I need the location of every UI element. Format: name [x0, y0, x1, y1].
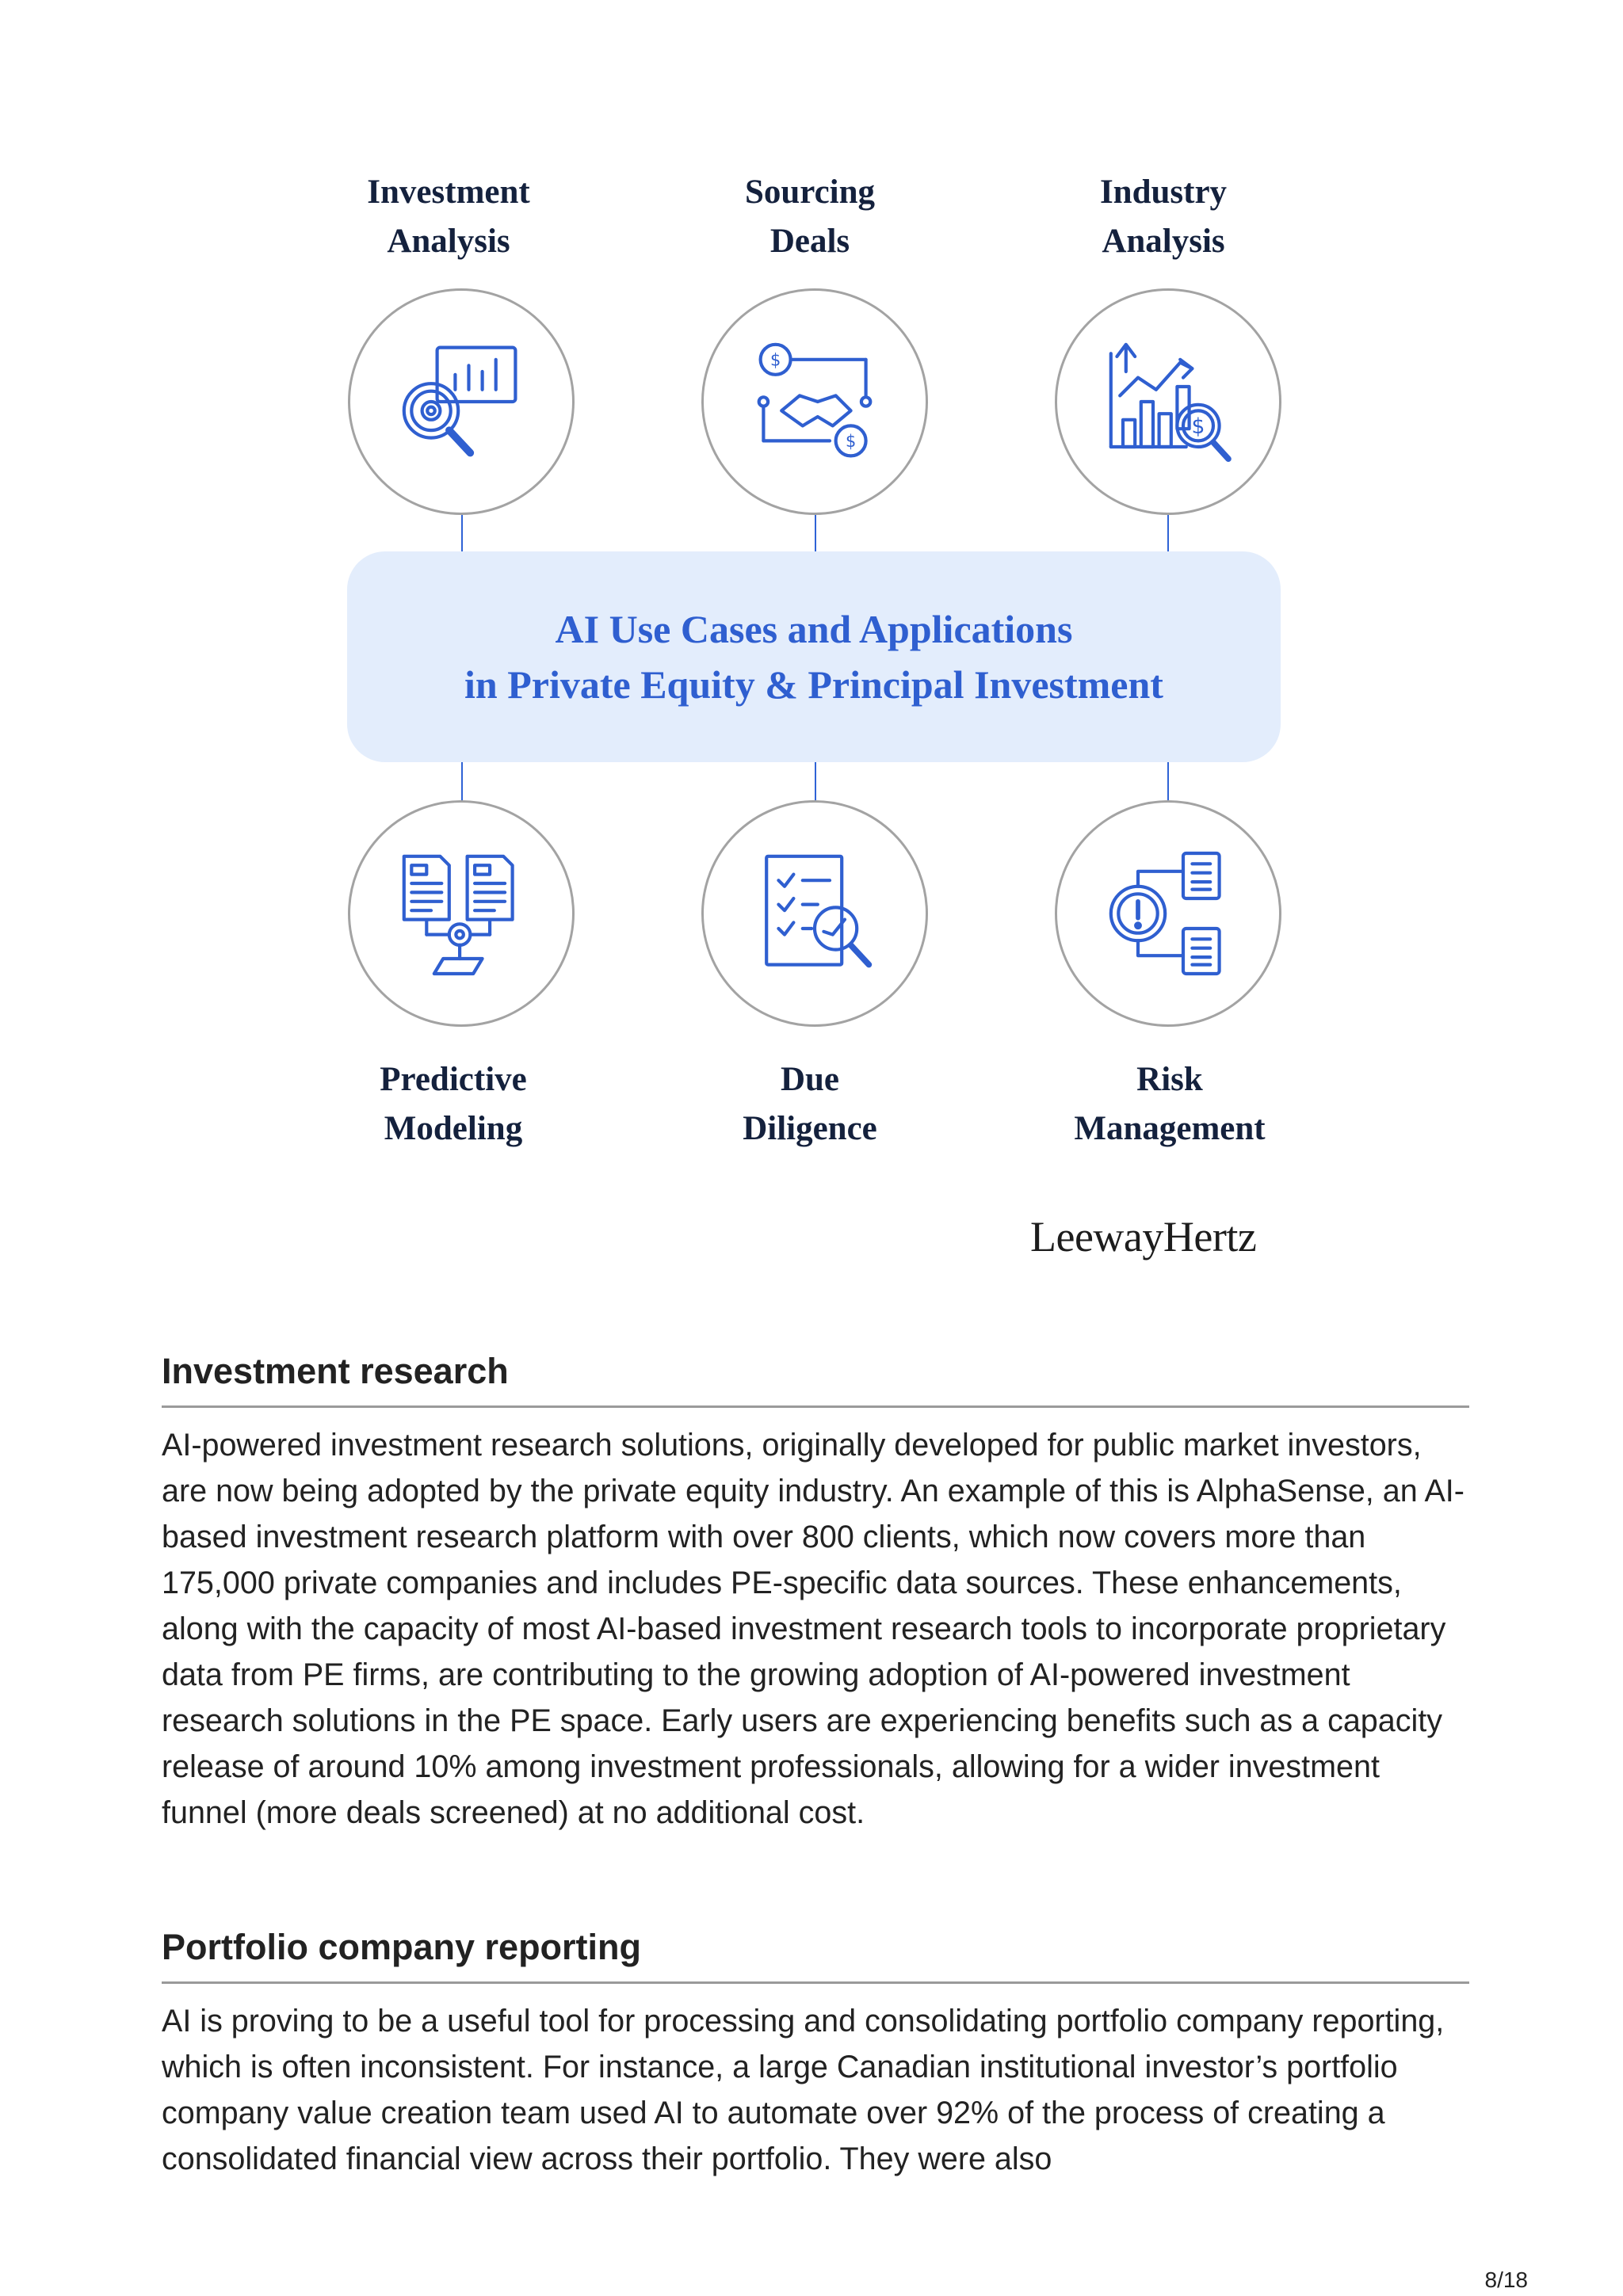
svg-text:$: $: [845, 432, 857, 451]
svg-text:$: $: [769, 350, 781, 370]
section-paragraph: AI-powered investment research solutions, originally developed for public market investors, are now being adopted by the private equity industry. An example of this is AlphaSense, an AI-based investment research platform with over 800 clients, which now covers more than 175,000 private companies and includes PE-specific data sources. These enhancements, along with the capacity of most AI-based investment research tools to incorporate proprietary data from PE firms, are contributing to the growing adoption of AI-powered investment research solutions in the PE space. Early users are experiencing benefits such as a capacity release of around 10% among investment professionals, allowing for a wider investment funnel (more deals screened) at no additional cost.: [162, 1428, 1465, 1830]
circle-risk-management: [1055, 800, 1281, 1027]
label-investment-analysis: Investment Analysis: [367, 174, 530, 260]
connector-line: [815, 515, 816, 553]
infographic-title-box: [347, 551, 1281, 762]
connector-line: [461, 515, 463, 553]
checklist-search-icon: [739, 838, 890, 989]
connector-line: [815, 761, 816, 802]
section-heading: Investment research: [162, 1347, 1469, 1408]
infographic-title-line1: AI Use Cases and Applications: [555, 607, 1073, 651]
circle-predictive-modeling: [348, 800, 575, 1027]
analysis-magnifier-icon: [386, 326, 537, 477]
label-industry-analysis: Industry Analysis: [1099, 174, 1228, 260]
circle-due-diligence: [701, 800, 928, 1027]
circle-industry-analysis: [1055, 288, 1281, 515]
connector-line: [1167, 761, 1169, 802]
circle-sourcing-deals: [701, 288, 928, 515]
circle-investment-analysis: [348, 288, 575, 515]
label-risk-management: Risk Management: [1074, 1061, 1266, 1147]
handshake-deal-icon: [739, 326, 890, 477]
connector-line: [1167, 515, 1169, 553]
brand-logo: LeewayHertz: [1030, 1213, 1257, 1261]
section-investment-research: [162, 1347, 1469, 1836]
connector-line: [461, 761, 463, 802]
documents-gear-icon: [386, 838, 537, 989]
warning-reports-icon: [1093, 838, 1243, 989]
growth-chart-dollar-icon: [1093, 326, 1243, 477]
section-paragraph: AI is proving to be a useful tool for processing and consolidating portfolio company reporting, which is often inconsistent. For instance, a large Canadian institutional investor’s portfolio company value creation team used AI to automate over 92% of the process of creating a consolidated financial view across their portfolio. They were also: [162, 2004, 1445, 2176]
label-due-diligence: Due Diligence: [743, 1061, 877, 1147]
infographic-title-line2: in Private Equity & Principal Investment: [464, 662, 1163, 707]
section-heading: Portfolio company reporting: [162, 1923, 1469, 1984]
svg-text:$: $: [1191, 414, 1205, 439]
label-predictive-modeling: Predictive Modeling: [380, 1061, 527, 1147]
label-sourcing-deals: Sourcing Deals: [744, 174, 876, 260]
section-portfolio-company-reporting: [162, 1923, 1469, 2182]
page-number: 8/18: [1484, 2267, 1528, 2292]
